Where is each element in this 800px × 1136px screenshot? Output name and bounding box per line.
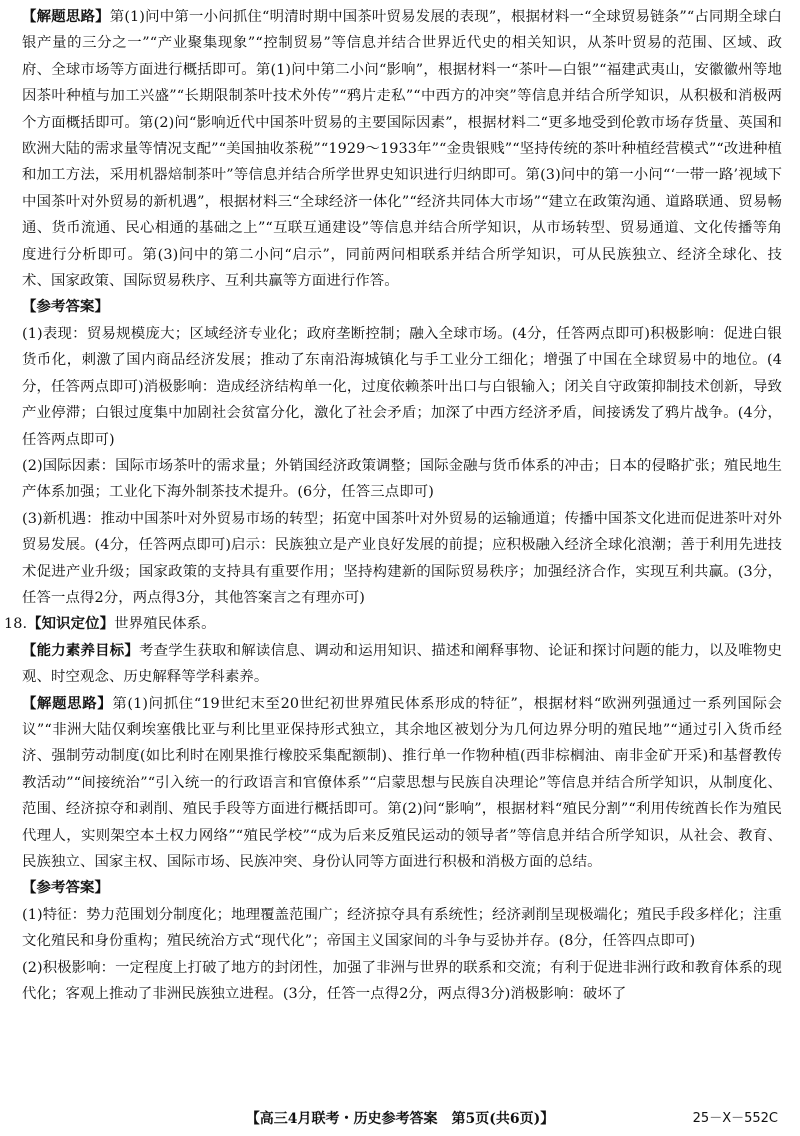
q18-analysis-tag: 【解题思路】 — [22, 694, 113, 712]
q18-ability-text: 考查学生获取和解读信息、调动和运用知识、描述和阐释事物、论证和探讨问题的能力，以及唯物史观、时空观念、历史解释等学科素养。 — [22, 642, 782, 686]
q18-answer-1: (1)特征：势力范围划分制度化；地理覆盖范围广；经济掠夺具有系统性；经济剥削呈现极端化；殖民手段多样化；注重文化殖民和身份重构；殖民统治方式“现代化”；帝国主义国家间的斗争与妥协并存。(8分，任答四点即可) — [22, 906, 782, 950]
q18-answer-heading — [22, 875, 782, 901]
q18-ability-paragraph — [22, 638, 782, 691]
q17-answer-3: (3)新机遇：推动中国茶叶对外贸易市场的转型；拓宽中国茶叶对外贸易的运输通道；传播中国茶文化进而促进茶叶对外贸易发展。(4分，任答两点即可)启示：民族独立是产业良好发展的前提；应积极融入经济全球化浪潮；善于利用先进技术促进产业升级；国家政策的支持具有重要作用；坚持构建新的国际贸易秩序；加强经济合作，实现互利共赢。(3分，任答一点得2分，两点得3分，其他答案言之有理亦可) — [22, 510, 782, 606]
q17-analysis-tag: 【解题思路】 — [22, 8, 110, 25]
q18-analysis-text: 第(1)问抓住“19世纪末至20世纪初世界殖民体系形成的特征”，根据材料“欧洲列强通过一系列国际会议”“非洲大陆仅剩埃塞俄比亚与利比里亚保持形式独立，其余地区被划分为几何边界分明的殖民地”“通过引入货币经济、强制劳动制度(如比利时在刚果推行橡胶采集配额制)、推行单一作物种植(西非棕榈油、南非金矿开采)和基督教传教活动”“间接统治”“引入统一的行政语言和官僚体系”“启蒙思想与民族自决理论”等信息并结合所学知识，从制度化、范围、经济掠夺和剥削、殖民手段等方面进行概括即可。第(2)问“影响”，根据材料“殖民分割”“利用传统酋长作为殖民代理人，实则架空本土权力网络”“殖民学校”“成为后来反殖民运动的领导者”等信息并结合所学知识，从社会、教育、民族独立、国家主权、国际市场、民族冲突、身份认同等方面进行积极和消极方面的总结。 — [22, 695, 782, 870]
q18-answer-2: (2)积极影响：一定程度上打破了地方的封闭性，加强了非洲与世界的联系和交流；有利于促进非洲行政和教育体系的现代化；客观上推动了非洲民族独立进程。(3分，任答一点得2分，两点得3分)消极影响：破坏了 — [22, 959, 782, 1003]
page-content — [4, 4, 783, 1007]
q18-number: 18. — [4, 616, 28, 633]
q18-analysis-paragraph — [22, 691, 782, 876]
q17-analysis-text: 第(1)问中第一小问抓住“明清时期中国茶叶贸易发展的表现”，根据材料一“全球贸易链条”“占同期全球白银产量的三分之一”“产业聚集现象”“控制贸易”等信息并结合世界近代史的相关知识，从茶叶贸易的范围、区域、政府、全球市场等方面进行概括即可。第(1)问中第二小问“影响”，根据材料一“茶叶—白银”“福建武夷山，安徽徽州等地因茶叶种植与加工兴盛”“长期限制茶叶技术外传”“鸦片走私”“中西方的冲突”等信息并结合所学知识，从积极和消极两个方面概括即可。第(2)问“影响近代中国茶叶贸易的主要国际因素”，根据材料二“更多地受到伦敦市场存货量、英国和欧洲大陆的需求量等情况支配”“美国抽收茶税”“1929～1933年”“金贵银贱”“坚持传统的茶叶种植经营模式”“改进种植和加工方法，采用机器焙制茶叶”等信息并结合所学世界史知识进行归纳即可。第(3)问中的第一小问“‘一带一路’视域下中国茶叶对外贸易的新机遇”，根据材料三“全球经济一体化”“经济共同体大市场”“建立在政策沟通、道路联通、贸易畅通、货币流通、民心相通的基础之上”“互联互通建设”等信息并结合所学知识，从市场转型、贸易通道、文化传播等角度进行分析即可。第(3)问中的第二小问“启示”，同前两问相联系并结合所学知识，可从民族独立、经济全球化、技术、国家政策、国际贸易秩序、互利共赢等方面进行作答。 — [22, 9, 783, 290]
q18-answer-tag: 【参考答案】 — [22, 879, 109, 897]
q17-answer-1: (1)表现：贸易规模庞大；区域经济专业化；政府垄断控制；融入全球市场。(4分，任答两点即可)积极影响：促进白银货币化，刺激了国内商品经济发展；推动了东南沿海城镇化与手工业分工细化；增强了中国在全球贸易中的地位。(4分，任答两点即可)消极影响：造成经济结构单一化，过度依赖茶叶出口与白银输入；闭关自守政策抑制技术创新，导致产业停滞；白银过度集中加剧社会贫富分化，激化了社会矛盾；加深了中西方经济矛盾，间接诱发了鸦片战争。(4分，任答两点即可) — [22, 325, 782, 448]
footer-title: 【高三4月联考・历史参考答案 第5页(共6页)】 — [245, 1111, 555, 1127]
footer-code: 25－X－552C — [692, 1111, 778, 1126]
q18-knowledge-tag: 【知识定位】 — [27, 615, 115, 633]
q17-analysis-paragraph — [22, 4, 782, 294]
q18-ability-tag: 【能力素养目标】 — [22, 641, 139, 659]
q17-answer-heading — [22, 294, 782, 320]
q17-answer-2: (2)国际因素：国际市场茶叶的需求量；外销国经济政策调整；国际金融与货币体系的冲击；日本的侵略扩张；殖民地生产体系加强；工业化下海外制茶技术提升。(6分，任答三点即可) — [22, 457, 782, 501]
q17-answer-tag: 【参考答案】 — [22, 298, 109, 316]
q18-knowledge-text: 世界殖民体系。 — [114, 616, 216, 633]
page-footer — [0, 1106, 800, 1132]
q18-knowledge-paragraph — [4, 611, 782, 637]
